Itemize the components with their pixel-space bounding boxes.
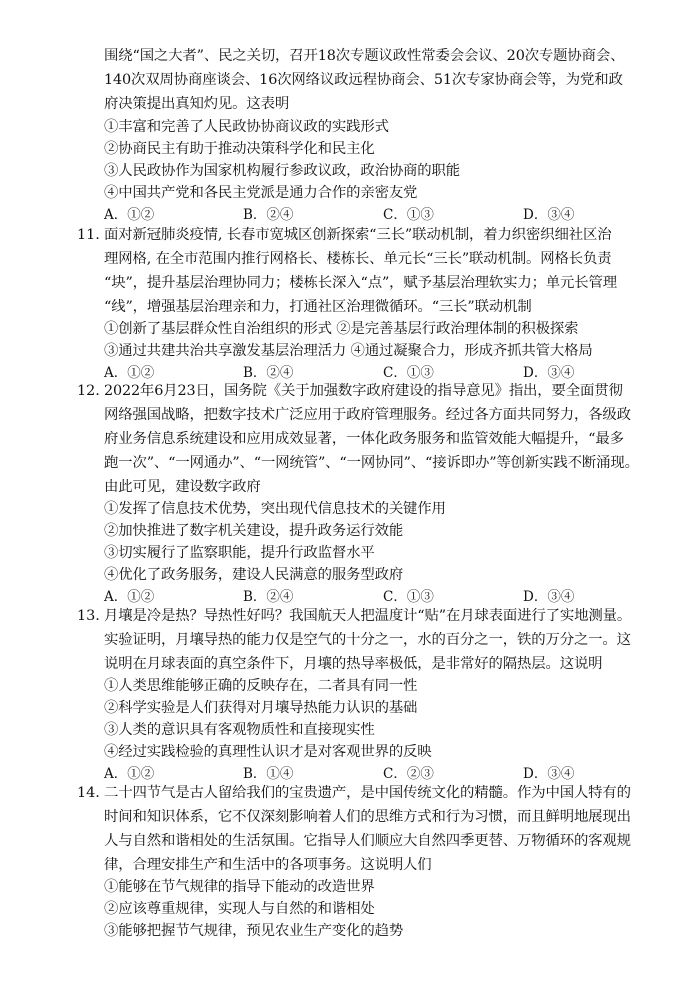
option-b: B．①④ <box>243 766 294 782</box>
option-c: C．①③ <box>383 589 434 605</box>
option-c: C．②③ <box>383 766 434 782</box>
choice-item: ④中国共产党和各民主党派是通力合作的亲密友党 <box>104 185 418 201</box>
choice-item: ①发挥了信息技术优势，突出现代信息技术的关键作用 <box>104 501 446 517</box>
choice-item: ④优化了政务服务，建设人民满意的服务型政府 <box>104 567 404 583</box>
choice-item: ①能够在节气规律的指导下能动的改造世界 <box>104 879 375 895</box>
choice-item: ③切实履行了监察职能，提升行政监督水平 <box>104 545 375 561</box>
choice-item: ③通过共建共治共享激发基层治理活力 ④通过凝聚合力，形成齐抓共管大格局 <box>104 343 593 359</box>
option-b: B．②④ <box>243 207 294 223</box>
question-stem-line: “块”，提升基层治理协同力；楼栋长深入“点”，赋予基层治理软实力；单元长管理 <box>104 275 618 291</box>
option-a: A．①② <box>104 766 155 782</box>
choice-item: ②科学实验是人们获得对月壤导热能力认识的基础 <box>104 700 418 716</box>
choice-item: ③能够把握节气规律，预见农业生产变化的趋势 <box>104 923 404 939</box>
question-stem-line: 2022年6月23日，国务院《关于加强数字政府建设的指导意见》指出，要全面贯彻 <box>104 383 623 399</box>
question-stem-line: 说明在月球表面的真空条件下，月壤的热导率极低，是非常好的隔热层。这说明 <box>104 656 603 672</box>
option-c: C．①③ <box>383 365 434 381</box>
option-a: A．①② <box>104 207 155 223</box>
question-stem-line: 月壤是冷是热？导热性好吗？我国航天人把温度计“贴”在月球表面进行了实地测量。 <box>104 608 632 624</box>
question-stem-line: 实验证明，月壤导热的能力仅是空气的十分之一，水的百分之一，铁的万分之一。这 <box>104 632 631 648</box>
choice-item: ②协商民主有助于推动决策科学化和民主化 <box>104 141 375 157</box>
answer-options <box>104 205 584 225</box>
choice-item: ②加快推进了数字机关建设，提升政务运行效能 <box>104 523 404 539</box>
choice-item: ①创新了基层群众性自治组织的形式 ②是完善基层行政治理体制的积极探索 <box>104 321 579 337</box>
question-number: 11. <box>77 227 100 243</box>
choice-item: ③人类的意识具有客观物质性和直接现实性 <box>104 722 375 738</box>
question-stem-line: 跑一次”、“一网通办”、“一网统管”、“一网协同”、“接诉即办”等创新实践不断涌现。 <box>104 455 639 471</box>
question-stem-line: 人与自然和谐相处的生活氛围。它指导人们顺应大自然四季更替、万物循环的客观规 <box>104 833 631 849</box>
question-stem-line: 府业务信息系统建设和应用成效显著，一体化政务服务和监管效能大幅提升，“最多 <box>104 431 624 447</box>
question-stem-line: 二十四节气是古人留给我们的宝贵遗产，是中国传统文化的精髓。作为中国人特有的 <box>104 785 631 801</box>
question-stem-line: 网络强国战略，把数字技术广泛应用于政府管理服务。经过各方面共同努力，各级政 <box>104 407 631 423</box>
question-stem-line: 面对新冠肺炎疫情, 长春市宽城区创新探索“三长”联动机制，着力织密织细社区治 <box>104 227 612 243</box>
option-a: A．①② <box>104 589 155 605</box>
choice-item: ①丰富和完善了人民政协协商议政的实践形式 <box>104 119 389 135</box>
choice-item: ③人民政协作为国家机构履行参政议政，政治协商的职能 <box>104 163 461 179</box>
question-stem-line: “线”，增强基层治理亲和力，打通社区治理微循环。“三长”联动机制 <box>104 299 532 315</box>
choice-item: ④经过实践检验的真理性认识才是对客观世界的反映 <box>104 744 432 760</box>
question-stem-line: 时间和知识体系，它不仅深刻影响着人们的思维方式和行为习惯，而且鲜明地展现出 <box>104 809 631 825</box>
question-stem-line: 由此可见，建设数字政府 <box>104 479 261 495</box>
option-b: B．②④ <box>243 365 294 381</box>
option-a: A．①② <box>104 365 155 381</box>
option-d: D．③④ <box>523 207 575 223</box>
option-c: C．①③ <box>383 207 434 223</box>
question-number: 13. <box>77 608 100 624</box>
option-d: D．③④ <box>523 766 575 782</box>
question-stem-line: 理网格, 在全市范围内推行网格长、楼栋长、单元长“三长”联动机制。网格长负责 <box>104 251 612 267</box>
choice-item: ①人类思维能够正确的反映存在，二者具有同一性 <box>104 678 418 694</box>
question-stem-line: 围绕“国之大者”、民之关切，召开18次专题议政性常委会会议、20次专题协商会、 <box>104 48 625 64</box>
question-number: 12. <box>77 383 100 399</box>
question-number: 14. <box>77 785 100 801</box>
answer-options <box>104 363 584 383</box>
question-stem-line: 府决策提出真知灼见。这表明 <box>104 96 290 112</box>
question-stem-line: 140次双周协商座谈会、16次网络议政远程协商会、51次专家协商会等，为党和政 <box>104 72 623 88</box>
option-d: D．③④ <box>523 589 575 605</box>
question-stem-line: 律，合理安排生产和生活中的各项事务。这说明人们 <box>104 857 432 873</box>
choice-item: ②应该尊重规律，实现人与自然的和谐相处 <box>104 901 375 917</box>
option-d: D．③④ <box>523 365 575 381</box>
answer-options <box>104 764 584 784</box>
answer-options <box>104 587 584 607</box>
option-b: B．②④ <box>243 589 294 605</box>
